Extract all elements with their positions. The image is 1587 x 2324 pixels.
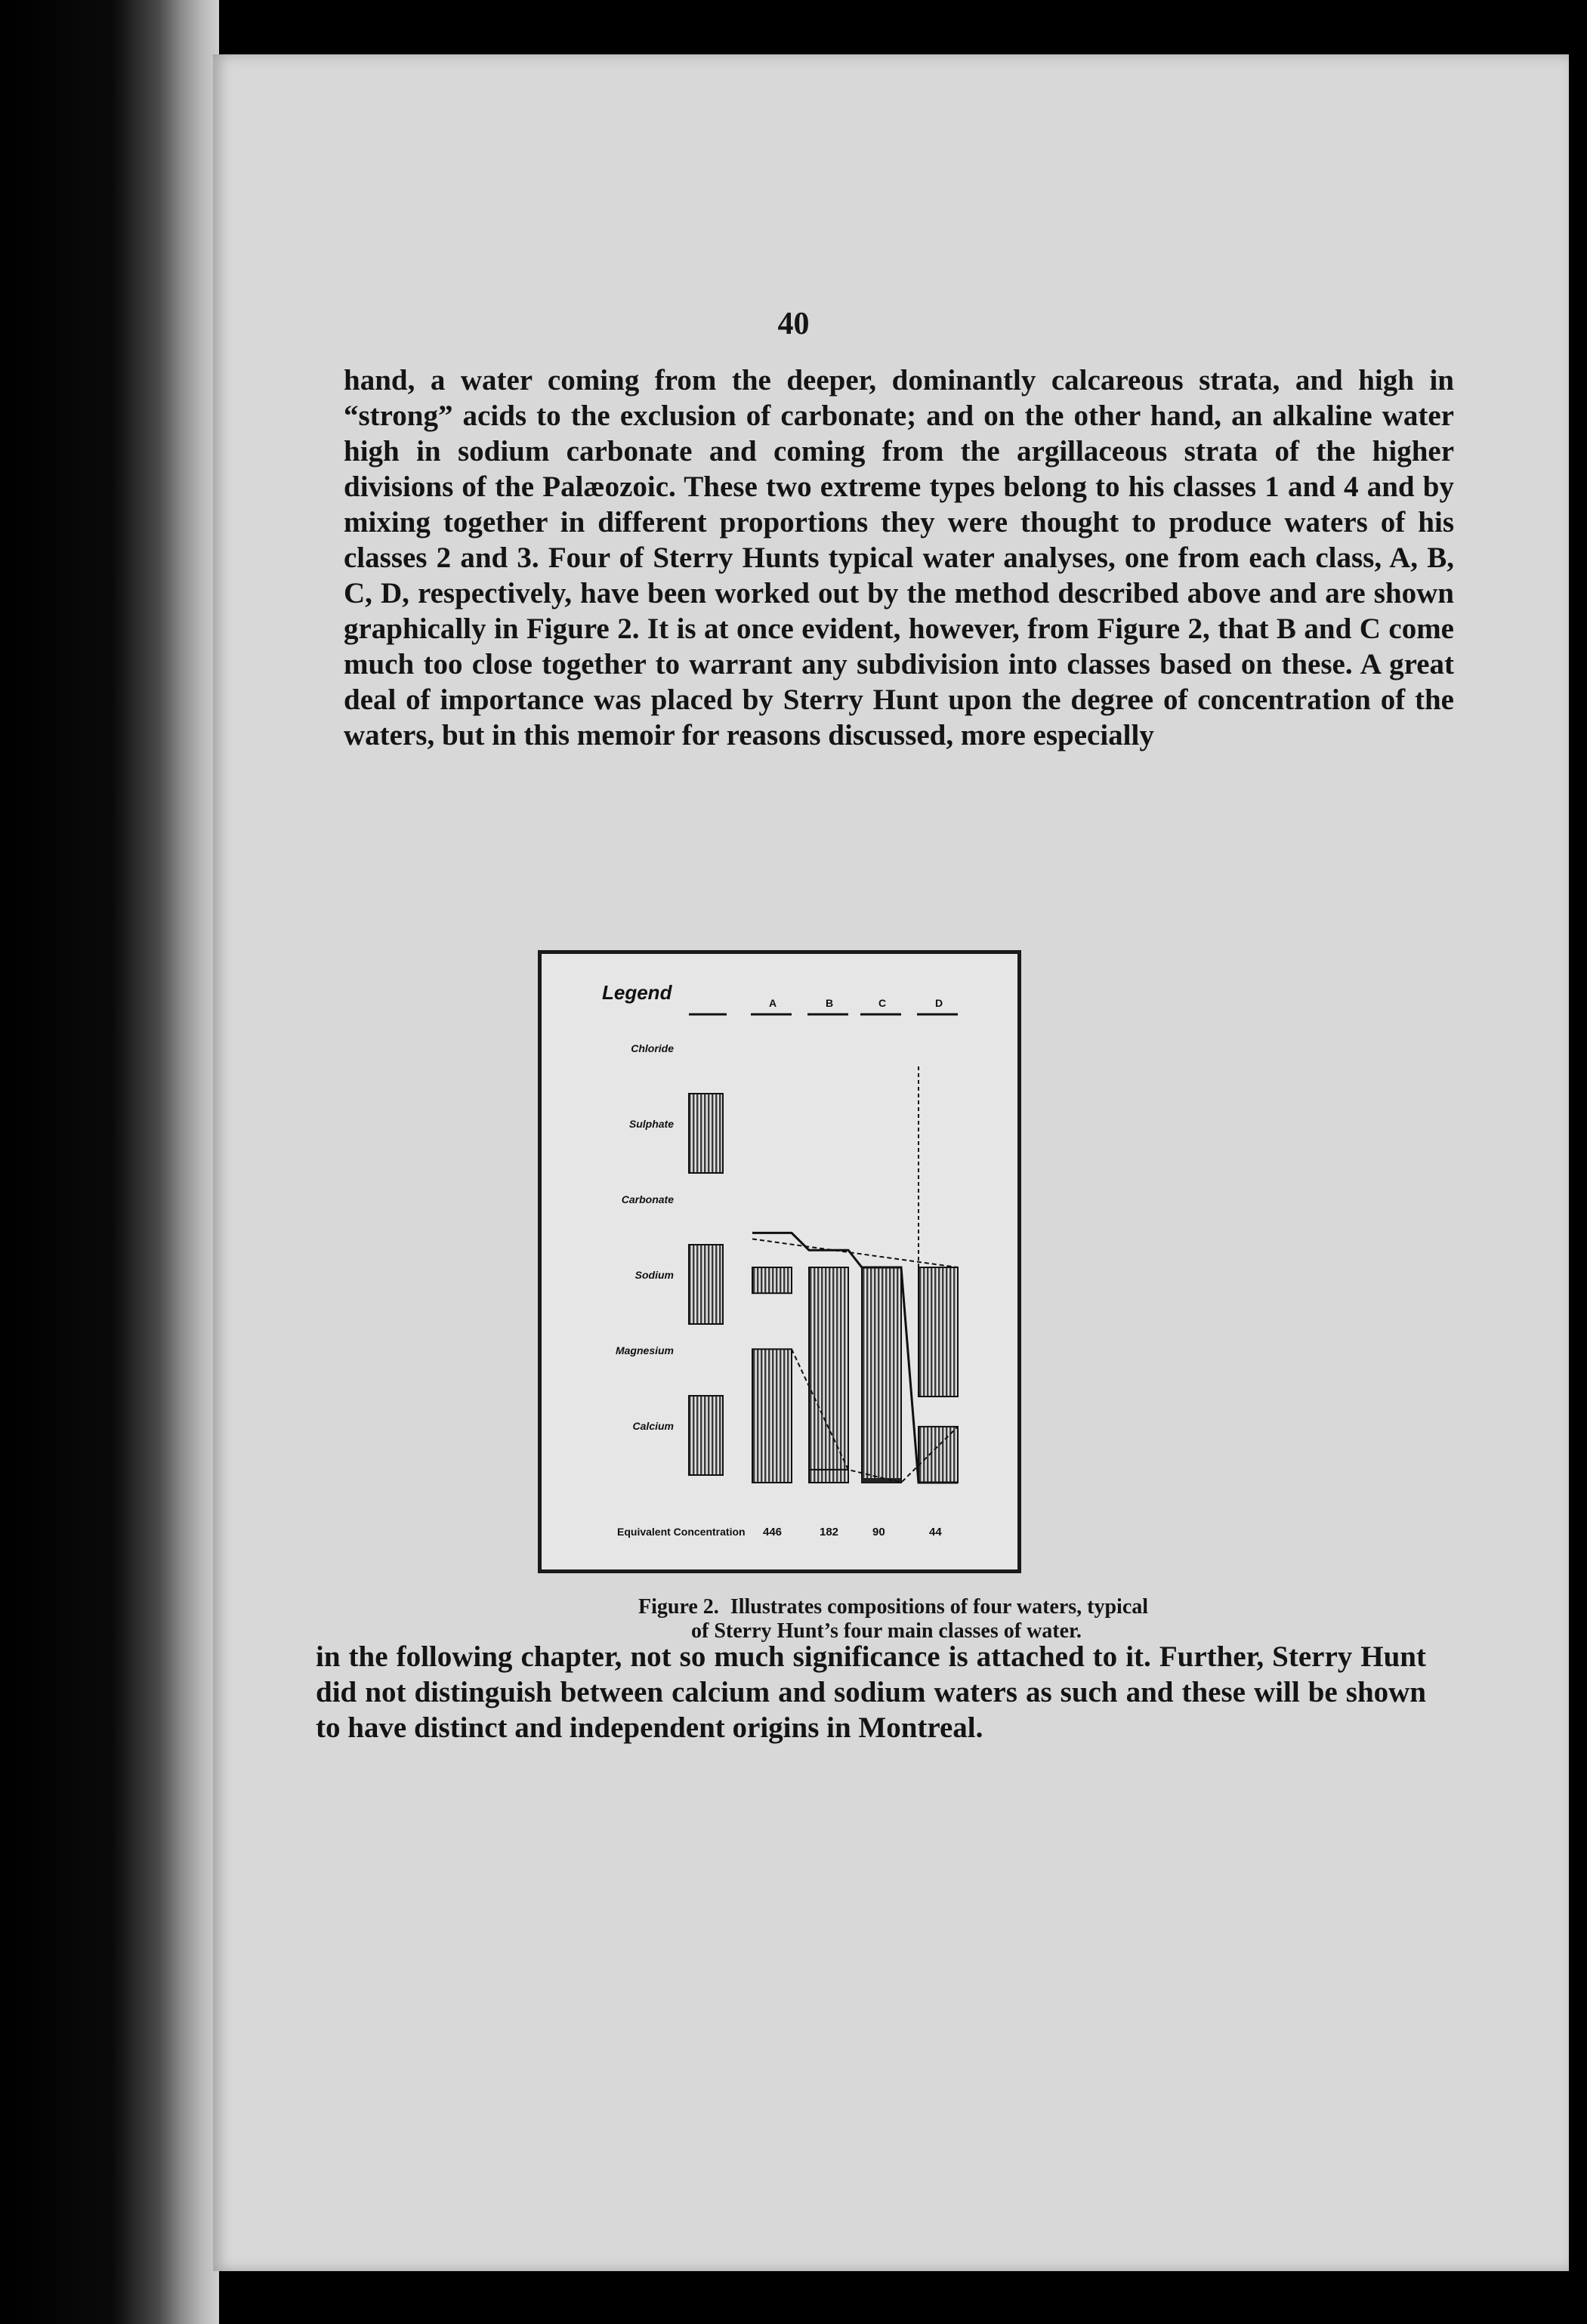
calcium-bar-d: [919, 1427, 958, 1483]
caption-line-2: of Sterry Hunt’s four main classes of water.: [691, 1619, 1082, 1643]
legend-bar-sodium: [689, 1245, 723, 1324]
component-label-carbonate: Carbonate: [621, 1193, 674, 1205]
caption-label: Figure 2.: [638, 1595, 719, 1619]
figure-caption: [638, 1595, 1265, 1643]
caption-line-1: Illustrates compositions of four waters, typical: [730, 1595, 1149, 1619]
component-label-sodium: Sodium: [634, 1269, 674, 1281]
component-label-chloride: Chloride: [631, 1042, 674, 1054]
component-labels: [616, 1042, 674, 1432]
composition-chart: [542, 954, 1017, 1569]
legend-bars: [689, 1094, 723, 1475]
category-label-c: C: [878, 997, 887, 1009]
sodium-bar-b: [809, 1267, 848, 1470]
figure-2: [538, 950, 1021, 1573]
chart-title: Legend: [602, 981, 672, 1004]
concentration-value-c: 90: [872, 1526, 885, 1539]
calcium-bar-a: [752, 1349, 792, 1483]
book-spine: [0, 0, 219, 2324]
component-label-calcium: Calcium: [632, 1420, 674, 1432]
page-number: 40: [777, 307, 810, 341]
sodium-bar-c: [862, 1267, 901, 1483]
paragraph-1: hand, a water coming from the deeper, dominantly calcareous strata, and high in “strong” acids to the exclusion of carbonate; and on the other hand, an alkaline water high in sodium carbonate and coming from the argillaceous strata of the higher divisions of the Palæozoic. These two extreme types belong to his classes 1 and 4 and by mixing together in different proportions they were thought to produce waters of his classes 2 and 3. Four of Sterry Hunts typical water analyses, one from each class, A, B, C, D, respectively, have been worked out by the method described above and are shown graphically in Figure 2. It is at once evident, however, from Figure 2, that B and C come much too close together to warrant any subdivision into classes based on these. A great deal of importance was placed by Sterry Hunt upon the degree of concentration of the waters, but in this memoir for reasons discussed, more especially: [344, 364, 1454, 752]
sodium-bar-a: [752, 1267, 792, 1293]
composition-bars: [752, 1267, 958, 1483]
concentration-value-d: 44: [929, 1526, 942, 1539]
paragraph-2: in the following chapter, not so much significance is attached to it. Further, Sterry Hunt did not distinguish between calcium and sodium waters as such and these will be shown to have distinct and independent origins in Montreal.: [316, 1640, 1426, 1744]
category-label-d: D: [935, 997, 943, 1009]
component-label-magnesium: Magnesium: [615, 1344, 674, 1356]
sodium-bar-d: [919, 1267, 958, 1397]
category-label-a: A: [769, 997, 777, 1009]
sodium-dashed-line: [752, 1239, 958, 1267]
category-label-b: B: [826, 997, 834, 1009]
legend-bar-acid: [689, 1094, 723, 1173]
concentration-value-a: 446: [763, 1526, 783, 1539]
category-labels: [751, 997, 958, 1014]
concentration-values: [763, 1526, 942, 1539]
concentration-label: Equivalent Concentration: [617, 1526, 746, 1538]
concentration-value-b: 182: [820, 1526, 839, 1539]
component-label-sulphate: Sulphate: [628, 1118, 674, 1130]
legend-bar-calcium: [689, 1396, 723, 1475]
chart-legend: [602, 981, 727, 1014]
calcium-bar-b: [809, 1470, 848, 1483]
